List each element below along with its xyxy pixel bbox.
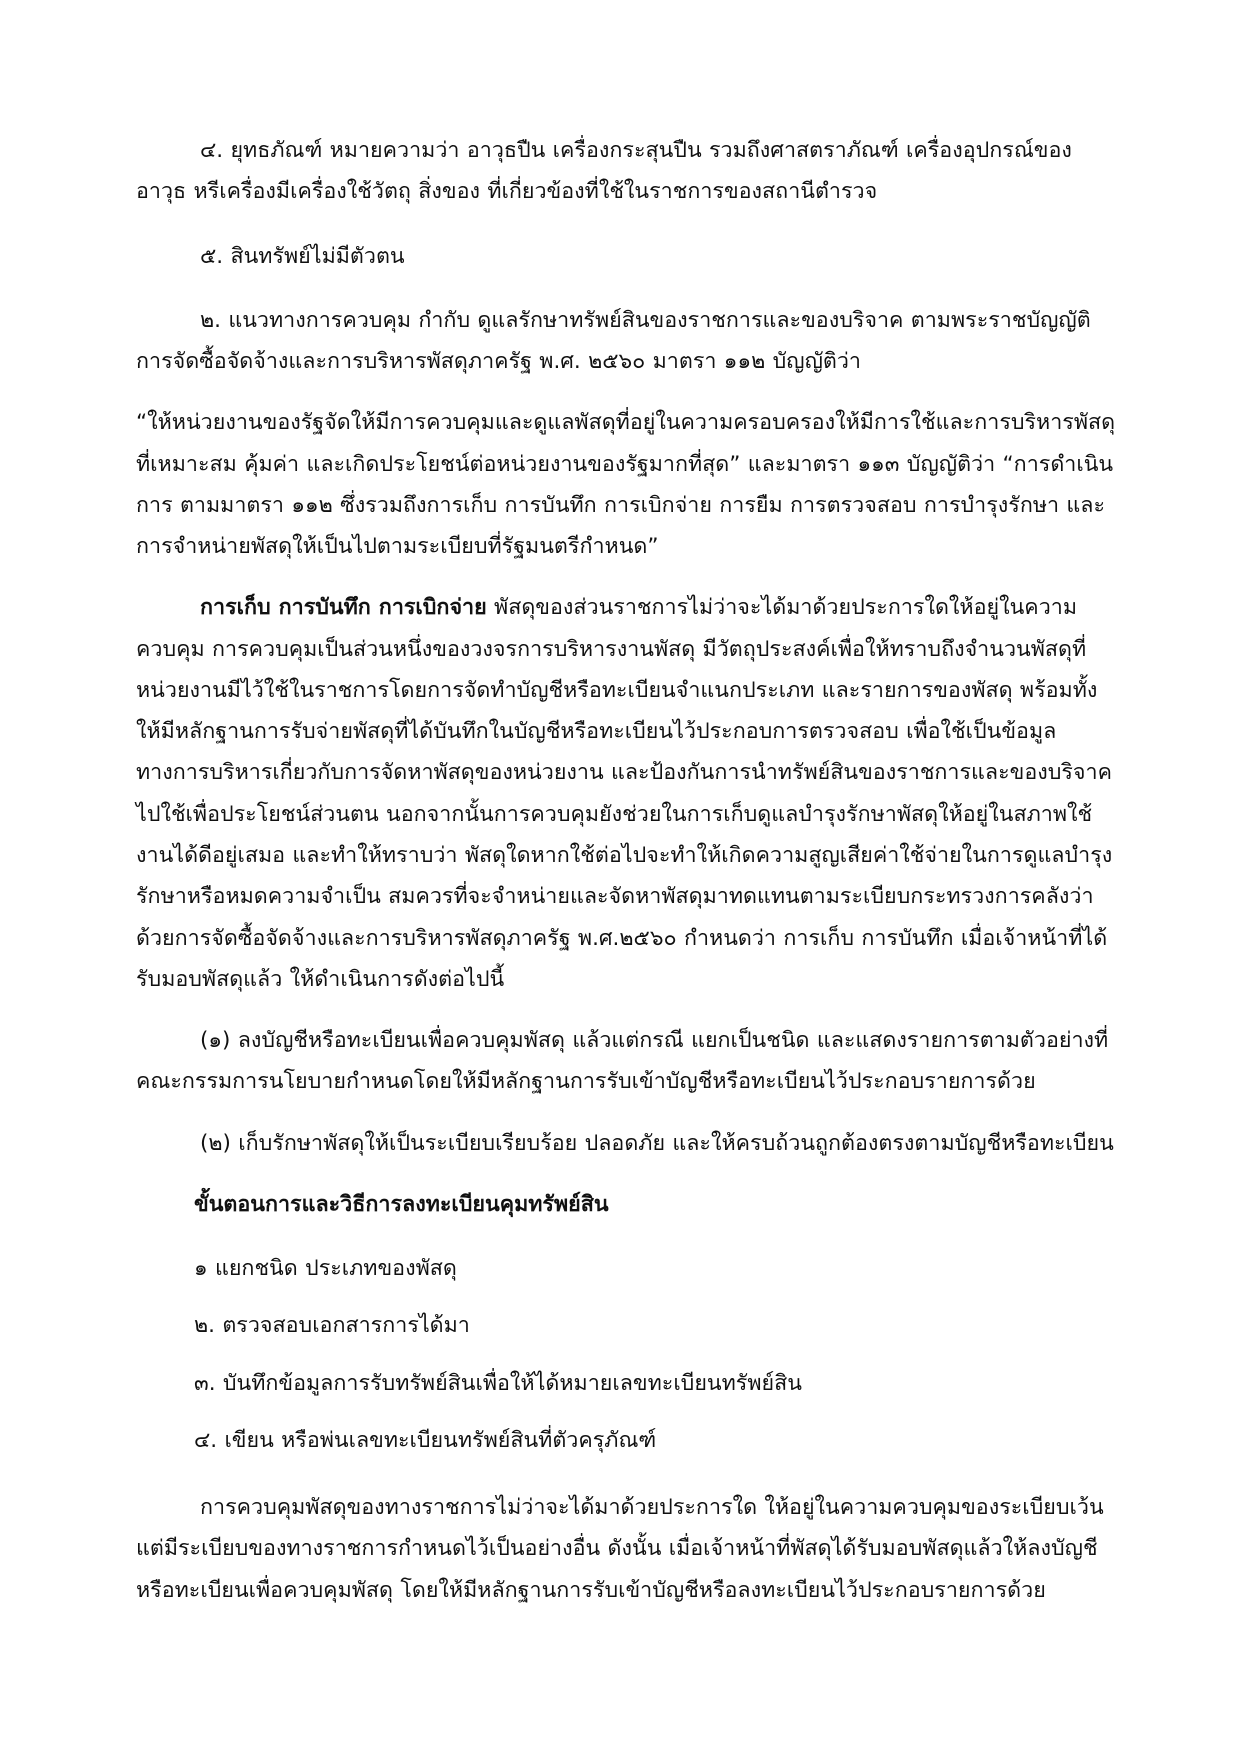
spacer [136,1477,1116,1487]
main-paragraph-bold-lead: การเก็บ การบันทึก การเบิกจ่าย [200,595,487,621]
procedure-step-3: ๓. บันทึกข้อมูลการรับทรัพย์สินเพื่อให้ได้หมายเลขทะเบียนทรัพย์สิน [194,1370,802,1396]
paragraph-sub-item-2: (๒) เก็บรักษาพัสดุให้เป็นระเบียบเรียบร้อย ปลอดภัย และให้ครบถ้วนถูกต้องตรงตามบัญชีหรือทะเบียน [200,1130,1114,1156]
main-paragraph-rest: พัสดุของส่วนราชการไม่ว่าจะได้มาด้วยประการใดให้อยู่ในความควบคุม การควบคุมเป็นส่วนหนึ่งของวงจรการบริหารงานพัสดุ มีวัตถุประสงค์เพื่อให้ทราบถึงจำนวนพัสดุที่หน่วยงานมีไว้ใช้ในราชการโดยการจัดทำบัญชีหรือทะเบียนจำแนกประเภท และรายการของพัสดุ พร้อมทั้งให้มีหลักฐานการรับจ่ายพัสดุที่ได้บันทึกในบัญชีหรือทะเบียนไว้ประกอบการตรวจสอบ เพื่อใช้เป็นข้อมูลทางการบริหารเกี่ยวกับการจัดหาพัสดุของหน่วยงาน และป้องกันการนำทรัพย์สินของราชการและของบริจาคไปใช้เพื่อประโยชน์ส่วนตน นอกจากนั้นการควบคุมยังช่วยในการเก็บดูแลบำรุงรักษาพัสดุให้อยู่ในสภาพใช้งานได้ดีอยู่เสมอ และทำให้ทราบว่า พัสดุใดหากใช้ต่อไปจะทำให้เกิดความสูญเสียค่าใช้จ่ายในการดูแลบำรุงรักษาหรือหมดความจำเป็น สมควรที่จะจำหน่ายและจัดหาพัสดุมาทดแทนตามระเบียบกระทรวงการคลังว่าด้วยการจัดซื้อจัดจ้างและการบริหารพัสดุภาครัฐ พ.ศ.๒๕๖๐ กำหนดว่า การเก็บ การบันทึก เมื่อเจ้าหน้าที่ได้รับมอบพัสดุแล้ว ให้ดำเนินการดังต่อไปนี้ [136,595,1113,992]
procedure-heading: ขั้นตอนการและวิธีการลงทะเบียนคุมทรัพย์สิน [194,1191,609,1217]
procedure-step-4: ๔. เขียน หรือพ่นเลขทะเบียนทรัพย์สินที่ตัวครุภัณฑ์ [194,1427,657,1453]
spacer [136,226,1116,236]
paragraph-item-5-definition: ๕. สินทรัพย์ไม่มีตัวตน [200,243,405,269]
paragraph-closing: การควบคุมพัสดุของทางราชการไม่ว่าจะได้มาด้วยประการใด ให้อยู่ในความควบคุมของระเบียบเว้นแต่มีระเบียบของทางราชการกำหนดไว้เป็นอย่างอื่น ดังนั้น เมื่อเจ้าหน้าที่พัสดุได้รับมอบพัสดุแล้วให้ลงบัญชีหรือทะเบียนเพื่อควบคุมพัสดุ โดยให้มีหลักฐานการรับเข้าบัญชีหรือลงทะเบียนไว้ประกอบรายการด้วย [136,1495,1104,1603]
procedure-step-1: ๑ แยกชนิด ประเภทของพัสดุ [194,1256,457,1282]
paragraph-item-4-definition: ๔. ยุทธภัณฑ์ หมายความว่า อาวุธปืน เครื่องกระสุนปืน รวมถึงศาสตราภัณฑ์ เครื่องอุปกรณ์ของอาวุธ หรีเครื่องมีเครื่องใช้วัตถุ สิ่งของ ที่เกี่ยวข้องที่ใช้ในราชการของสถานีตำรวจ [136,138,1072,205]
procedure-step-2: ๒. ตรวจสอบเอกสารการได้มา [194,1313,470,1339]
paragraph-quoted-provision: “ให้หน่วยงานของรัฐจัดให้มีการควบคุมและดูแลพัสดุที่อยู่ในความครอบครองให้มีการใช้และการบริหารพัสดุที่เหมาะสม คุ้มค่า และเกิดประโยชน์ต่อหน่วยงานของรัฐมากที่สุด” และมาตรา ๑๑๓ บัญญัติว่า “การดำเนินการ ตามมาตรา ๑๑๒ ซึ่งรวมถึงการเก็บ การบันทึก การเบิกจ่าย การยืม การตรวจสอบ การบำรุงรักษา และการจำหน่ายพัสดุให้เป็นไปตามระเบียบที่รัฐมนตรีกำหนด” [136,410,1116,560]
paragraph-sub-item-1: (๑) ลงบัญชีหรือทะเบียนเพื่อควบคุมพัสดุ แล้วแต่กรณี แยกเป็นชนิด และแสดงรายการตามตัวอย่างที่คณะกรรมการนโยบายกำหนดโดยให้มีหลักฐานการรับเข้าบัญชีหรือทะเบียนไว้ประกอบรายการด้วย [136,1028,1109,1095]
spacer [136,1238,1116,1248]
spacer [136,290,1116,300]
paragraph-section-2-heading: ๒. แนวทางการควบคุม กำกับ ดูแลรักษาทรัพย์สินของราชการและของบริจาค ตามพระราชบัญญัติการจัดซื้อจัดจ้างและการบริหารพัสดุภาครัฐ พ.ศ. ๒๕๖๐ มาตรา ๑๑๒ บัญญัติว่า [136,307,1091,375]
document-body [136,130,1116,1624]
paragraph-main-body [136,587,1116,1000]
